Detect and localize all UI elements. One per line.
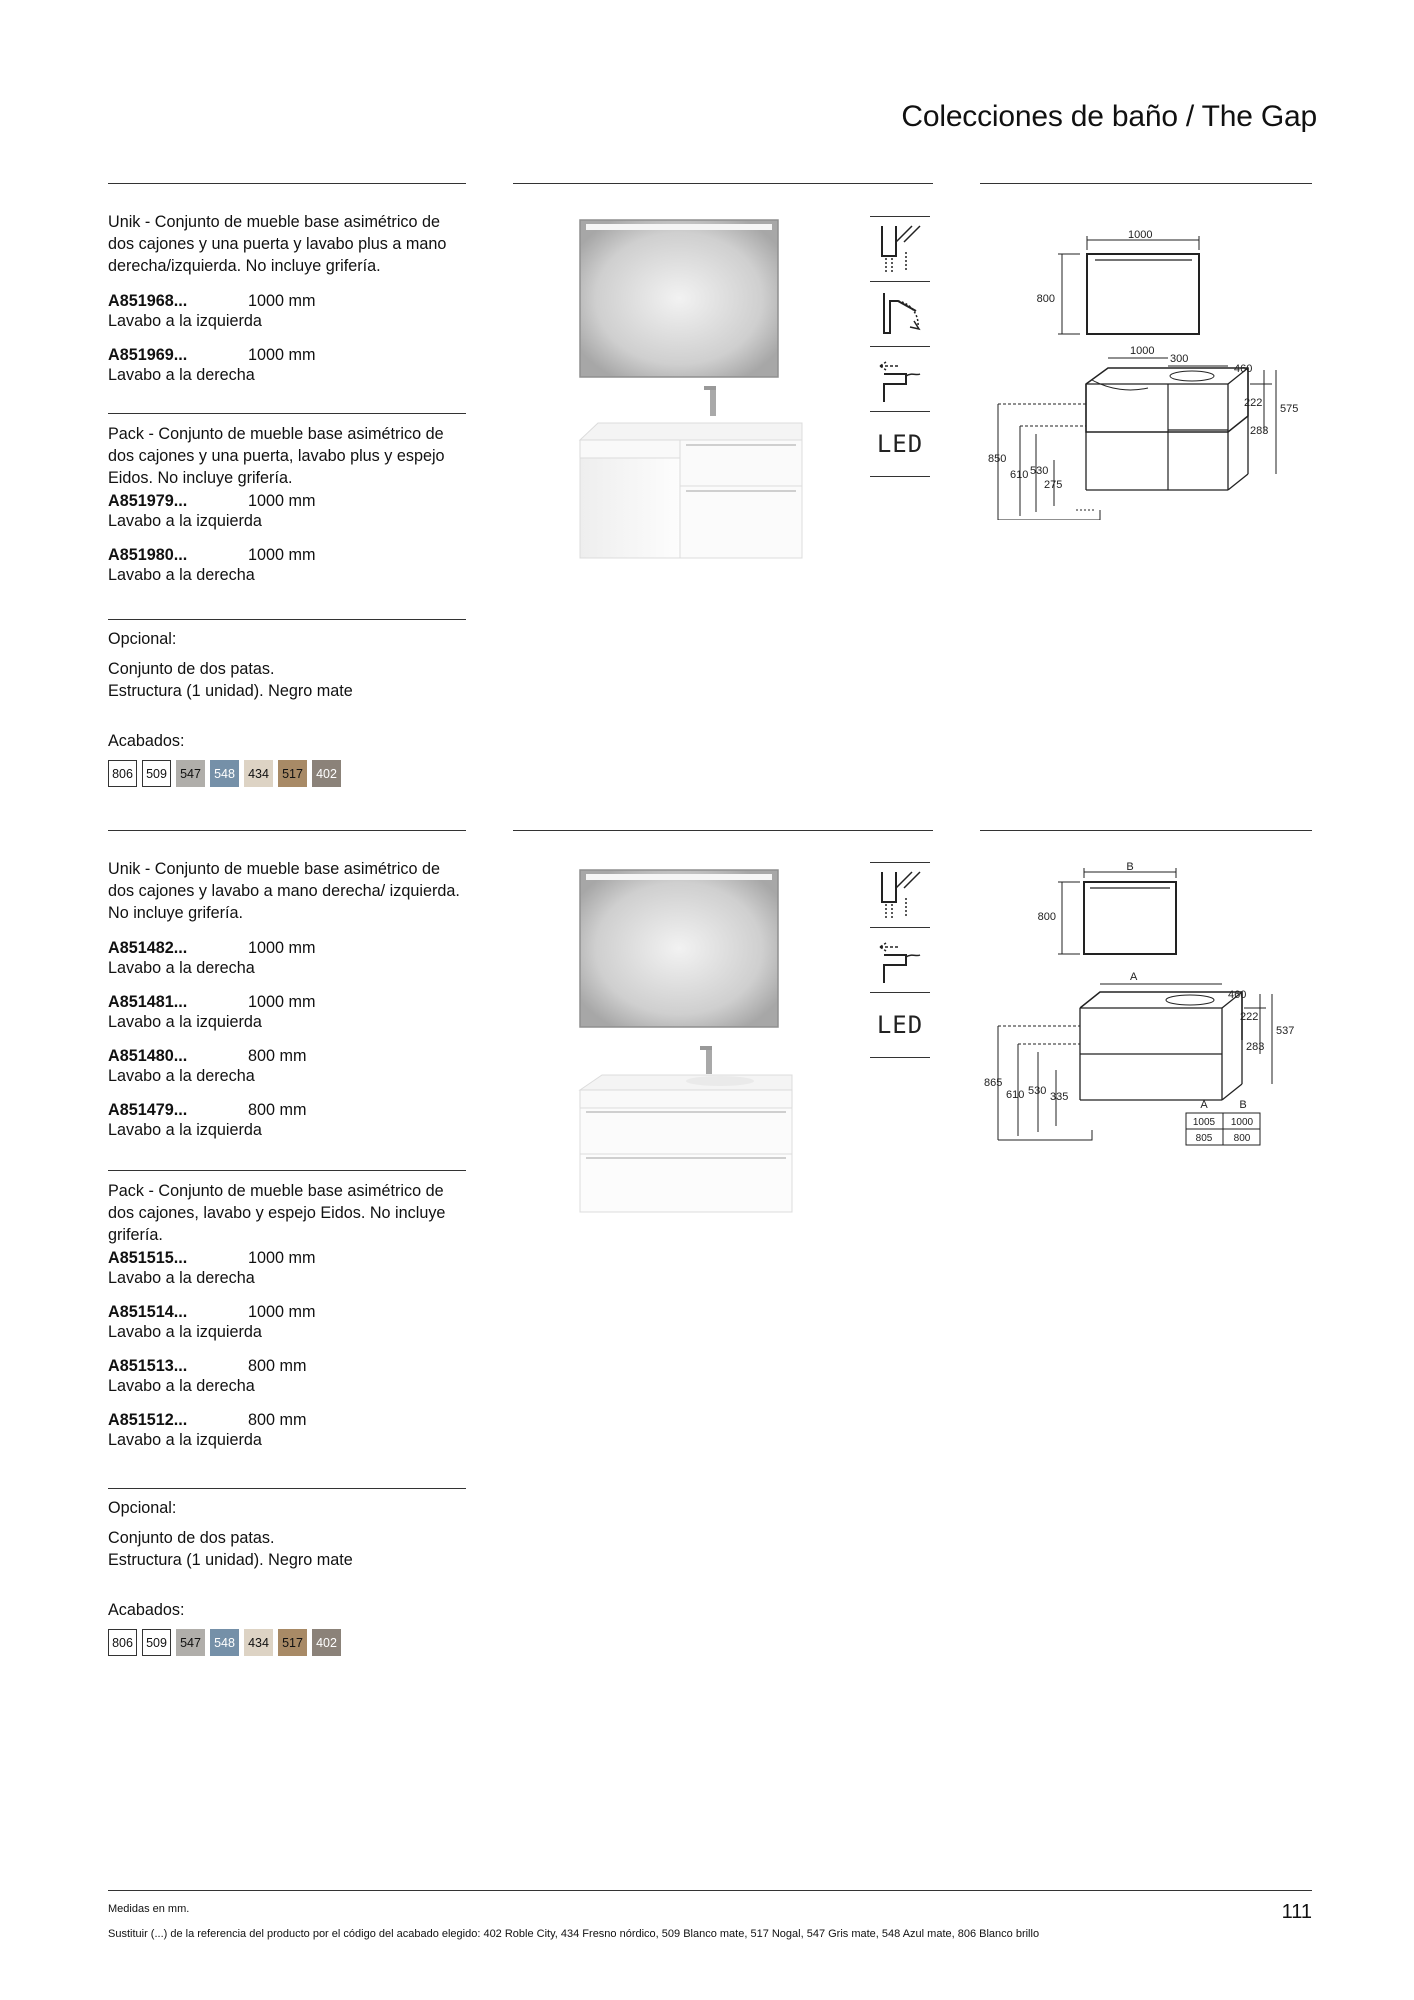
dim-height-610: 610 — [1010, 469, 1029, 481]
page-number: 111 — [1281, 1901, 1312, 1923]
led-label: LED — [876, 1011, 924, 1039]
reference-code: A851969... — [108, 346, 188, 364]
unik-section-1 — [108, 211, 466, 385]
reference-side: Lavabo a la derecha — [108, 366, 255, 384]
finish-swatch-402: 402 — [312, 760, 341, 787]
finish-swatch-517: 517 — [278, 760, 307, 787]
reference-side: Lavabo a la izquierda — [108, 312, 262, 330]
dim-depth: 460 — [1228, 989, 1247, 1001]
reference-side: Lavabo a la izquierda — [108, 1013, 262, 1031]
finish-swatch-547: 547 — [176, 760, 205, 787]
reference-side: Lavabo a la izquierda — [108, 1121, 262, 1139]
dim-height-275: 275 — [1044, 479, 1063, 491]
finishes-swatches — [108, 760, 466, 787]
product-description: Pack - Conjunto de mueble base asimétrico de dos cajones y una puerta, lavabo plus y espejo Eidos. No incluye grifería. — [108, 425, 445, 487]
reference-code: A851512... — [108, 1411, 188, 1429]
dim-mirror-height: 800 — [1036, 293, 1055, 305]
divider — [108, 619, 466, 620]
reference-code: A851480... — [108, 1047, 188, 1065]
floor-hanging-icon — [870, 216, 930, 282]
divider — [513, 830, 933, 831]
dim-unit-width: 1000 — [1130, 345, 1155, 357]
table-cell: 805 — [1195, 1133, 1213, 1144]
finishes-label: Acabados: — [108, 1601, 185, 1619]
dim-222: 222 — [1244, 397, 1263, 409]
finish-swatch-509: 509 — [142, 1629, 171, 1656]
reference-row — [108, 1248, 466, 1288]
reference-side: Lavabo a la izquierda — [108, 512, 262, 530]
technical-drawing — [980, 860, 1312, 1160]
reference-size: 800 mm — [248, 1101, 307, 1119]
dim-575: 575 — [1280, 403, 1299, 415]
dim-mirror-width: B — [1126, 861, 1134, 873]
finish-swatch-509: 509 — [142, 760, 171, 787]
dim-283: 283 — [1246, 1041, 1265, 1053]
dim-height-865: 865 — [984, 1077, 1003, 1089]
finish-swatch-806: 806 — [108, 760, 137, 787]
reference-size: 1000 mm — [248, 546, 316, 564]
pack-section-1 — [108, 423, 466, 585]
pack-section-2 — [108, 1180, 466, 1450]
reference-size: 1000 mm — [248, 939, 316, 957]
optional-line: Conjunto de dos patas. — [108, 1529, 275, 1547]
reference-size: 800 mm — [248, 1357, 307, 1375]
optional-section-2 — [108, 1497, 466, 1656]
reference-code: A851968... — [108, 292, 188, 310]
table-cell: 1005 — [1192, 1117, 1216, 1128]
reference-row — [108, 1302, 466, 1342]
dim-mirror-height: 800 — [1037, 911, 1056, 923]
product-description: Unik - Conjunto de mueble base asimétrico de dos cajones y lavabo a mano derecha/ izquierda. No incluye grifería. — [108, 860, 460, 922]
dim-height-530: 530 — [1030, 465, 1049, 477]
divider — [108, 830, 466, 831]
reference-side: Lavabo a la derecha — [108, 1269, 255, 1287]
reference-row — [108, 545, 466, 585]
reference-size: 1000 mm — [248, 346, 316, 364]
footer-substitute-note: Sustituir (...) de la referencia del producto por el código del acabado elegido: 402 Roble City, 434 Fresno nórdico, 509 Blanco mate, 517 Nogal, 547 Gris mate, 548 Azul mate, 806 Blanco brillo — [108, 1928, 1040, 1940]
optional-line: Estructura (1 unidad). Negro mate — [108, 1551, 353, 1569]
soft-close-icon — [870, 282, 930, 347]
finish-swatch-548: 548 — [210, 1629, 239, 1656]
reference-side: Lavabo a la izquierda — [108, 1323, 262, 1341]
dim-height-610: 610 — [1006, 1089, 1025, 1101]
reference-size: 1000 mm — [248, 1249, 316, 1267]
reference-code: A851513... — [108, 1357, 188, 1375]
unik-section-2 — [108, 858, 466, 1140]
reference-code: A851515... — [108, 1249, 188, 1267]
product-description: Pack - Conjunto de mueble base asimétrico de dos cajones, lavabo y espejo Eidos. No incluye grifería. — [108, 1182, 446, 1244]
reference-code: A851514... — [108, 1303, 188, 1321]
finishes-label: Acabados: — [108, 732, 185, 750]
optional-line: Estructura (1 unidad). Negro mate — [108, 682, 353, 700]
reference-code: A851481... — [108, 993, 188, 1011]
reference-side: Lavabo a la derecha — [108, 959, 255, 977]
divider — [513, 183, 933, 184]
reference-row — [108, 345, 466, 385]
finish-swatch-547: 547 — [176, 1629, 205, 1656]
reference-code: A851479... — [108, 1101, 188, 1119]
dim-height-335: 335 — [1050, 1091, 1069, 1103]
finish-swatch-806: 806 — [108, 1629, 137, 1656]
reference-row — [108, 1356, 466, 1396]
finish-swatch-517: 517 — [278, 1629, 307, 1656]
reference-row — [108, 1410, 466, 1450]
reference-size: 800 mm — [248, 1047, 307, 1065]
reference-side: Lavabo a la derecha — [108, 1377, 255, 1395]
drawer-pull-icon — [870, 347, 930, 412]
dim-unit-width: A — [1130, 971, 1138, 983]
reference-row — [108, 1046, 466, 1086]
reference-row — [108, 491, 466, 531]
page-title: Colecciones de baño / The Gap — [901, 100, 1317, 133]
finish-swatch-434: 434 — [244, 1629, 273, 1656]
reference-size: 1000 mm — [248, 292, 316, 310]
table-cell: 800 — [1233, 1133, 1251, 1144]
finishes-swatches — [108, 1629, 466, 1656]
reference-side: Lavabo a la izquierda — [108, 1431, 262, 1449]
optional-label: Opcional: — [108, 1499, 177, 1517]
led-icon — [870, 993, 930, 1058]
reference-code: A851979... — [108, 492, 188, 510]
dim-height-850: 850 — [988, 453, 1007, 465]
divider — [108, 183, 466, 184]
dim-depth: 460 — [1234, 363, 1253, 375]
dim-283: 283 — [1250, 425, 1269, 437]
table-header-a: A — [1200, 1099, 1208, 1111]
feature-icons — [870, 862, 930, 1058]
optional-line: Conjunto de dos patas. — [108, 660, 275, 678]
reference-size: 800 mm — [248, 1411, 307, 1429]
drawer-pull-icon — [870, 928, 930, 993]
reference-code: A851482... — [108, 939, 188, 957]
divider — [980, 183, 1312, 184]
reference-side: Lavabo a la derecha — [108, 566, 255, 584]
dim-mirror-width: 1000 — [1128, 229, 1153, 241]
divider — [108, 413, 466, 414]
reference-row — [108, 938, 466, 978]
reference-size: 1000 mm — [248, 492, 316, 510]
finish-swatch-548: 548 — [210, 760, 239, 787]
reference-row — [108, 992, 466, 1032]
reference-code: A851980... — [108, 546, 188, 564]
finish-swatch-402: 402 — [312, 1629, 341, 1656]
technical-drawing — [980, 220, 1312, 520]
product-description: Unik - Conjunto de mueble base asimétrico de dos cajones y una puerta y lavabo plus a mano derecha/izquierda. No incluye grifería. — [108, 213, 447, 275]
divider — [108, 1488, 466, 1489]
table-header-b: B — [1239, 1099, 1247, 1111]
finish-swatch-434: 434 — [244, 760, 273, 787]
optional-section-1 — [108, 628, 466, 787]
divider — [108, 1170, 466, 1171]
footer-note: Medidas en mm. — [108, 1903, 190, 1915]
dim-basin-offset: 300 — [1170, 353, 1189, 365]
led-label: LED — [876, 430, 924, 458]
optional-label: Opcional: — [108, 630, 177, 648]
reference-row — [108, 291, 466, 331]
reference-row — [108, 1100, 466, 1140]
reference-size: 1000 mm — [248, 1303, 316, 1321]
reference-size: 1000 mm — [248, 993, 316, 1011]
led-icon — [870, 412, 930, 477]
reference-side: Lavabo a la derecha — [108, 1067, 255, 1085]
dim-height-530: 530 — [1028, 1085, 1047, 1097]
table-cell: 1000 — [1230, 1117, 1254, 1128]
footer-divider — [108, 1890, 1312, 1891]
feature-icons — [870, 216, 930, 477]
dim-537: 537 — [1276, 1025, 1295, 1037]
product-photo — [540, 200, 820, 570]
divider — [980, 830, 1312, 831]
product-photo — [540, 860, 820, 1220]
floor-hanging-icon — [870, 862, 930, 928]
dim-222: 222 — [1240, 1011, 1259, 1023]
